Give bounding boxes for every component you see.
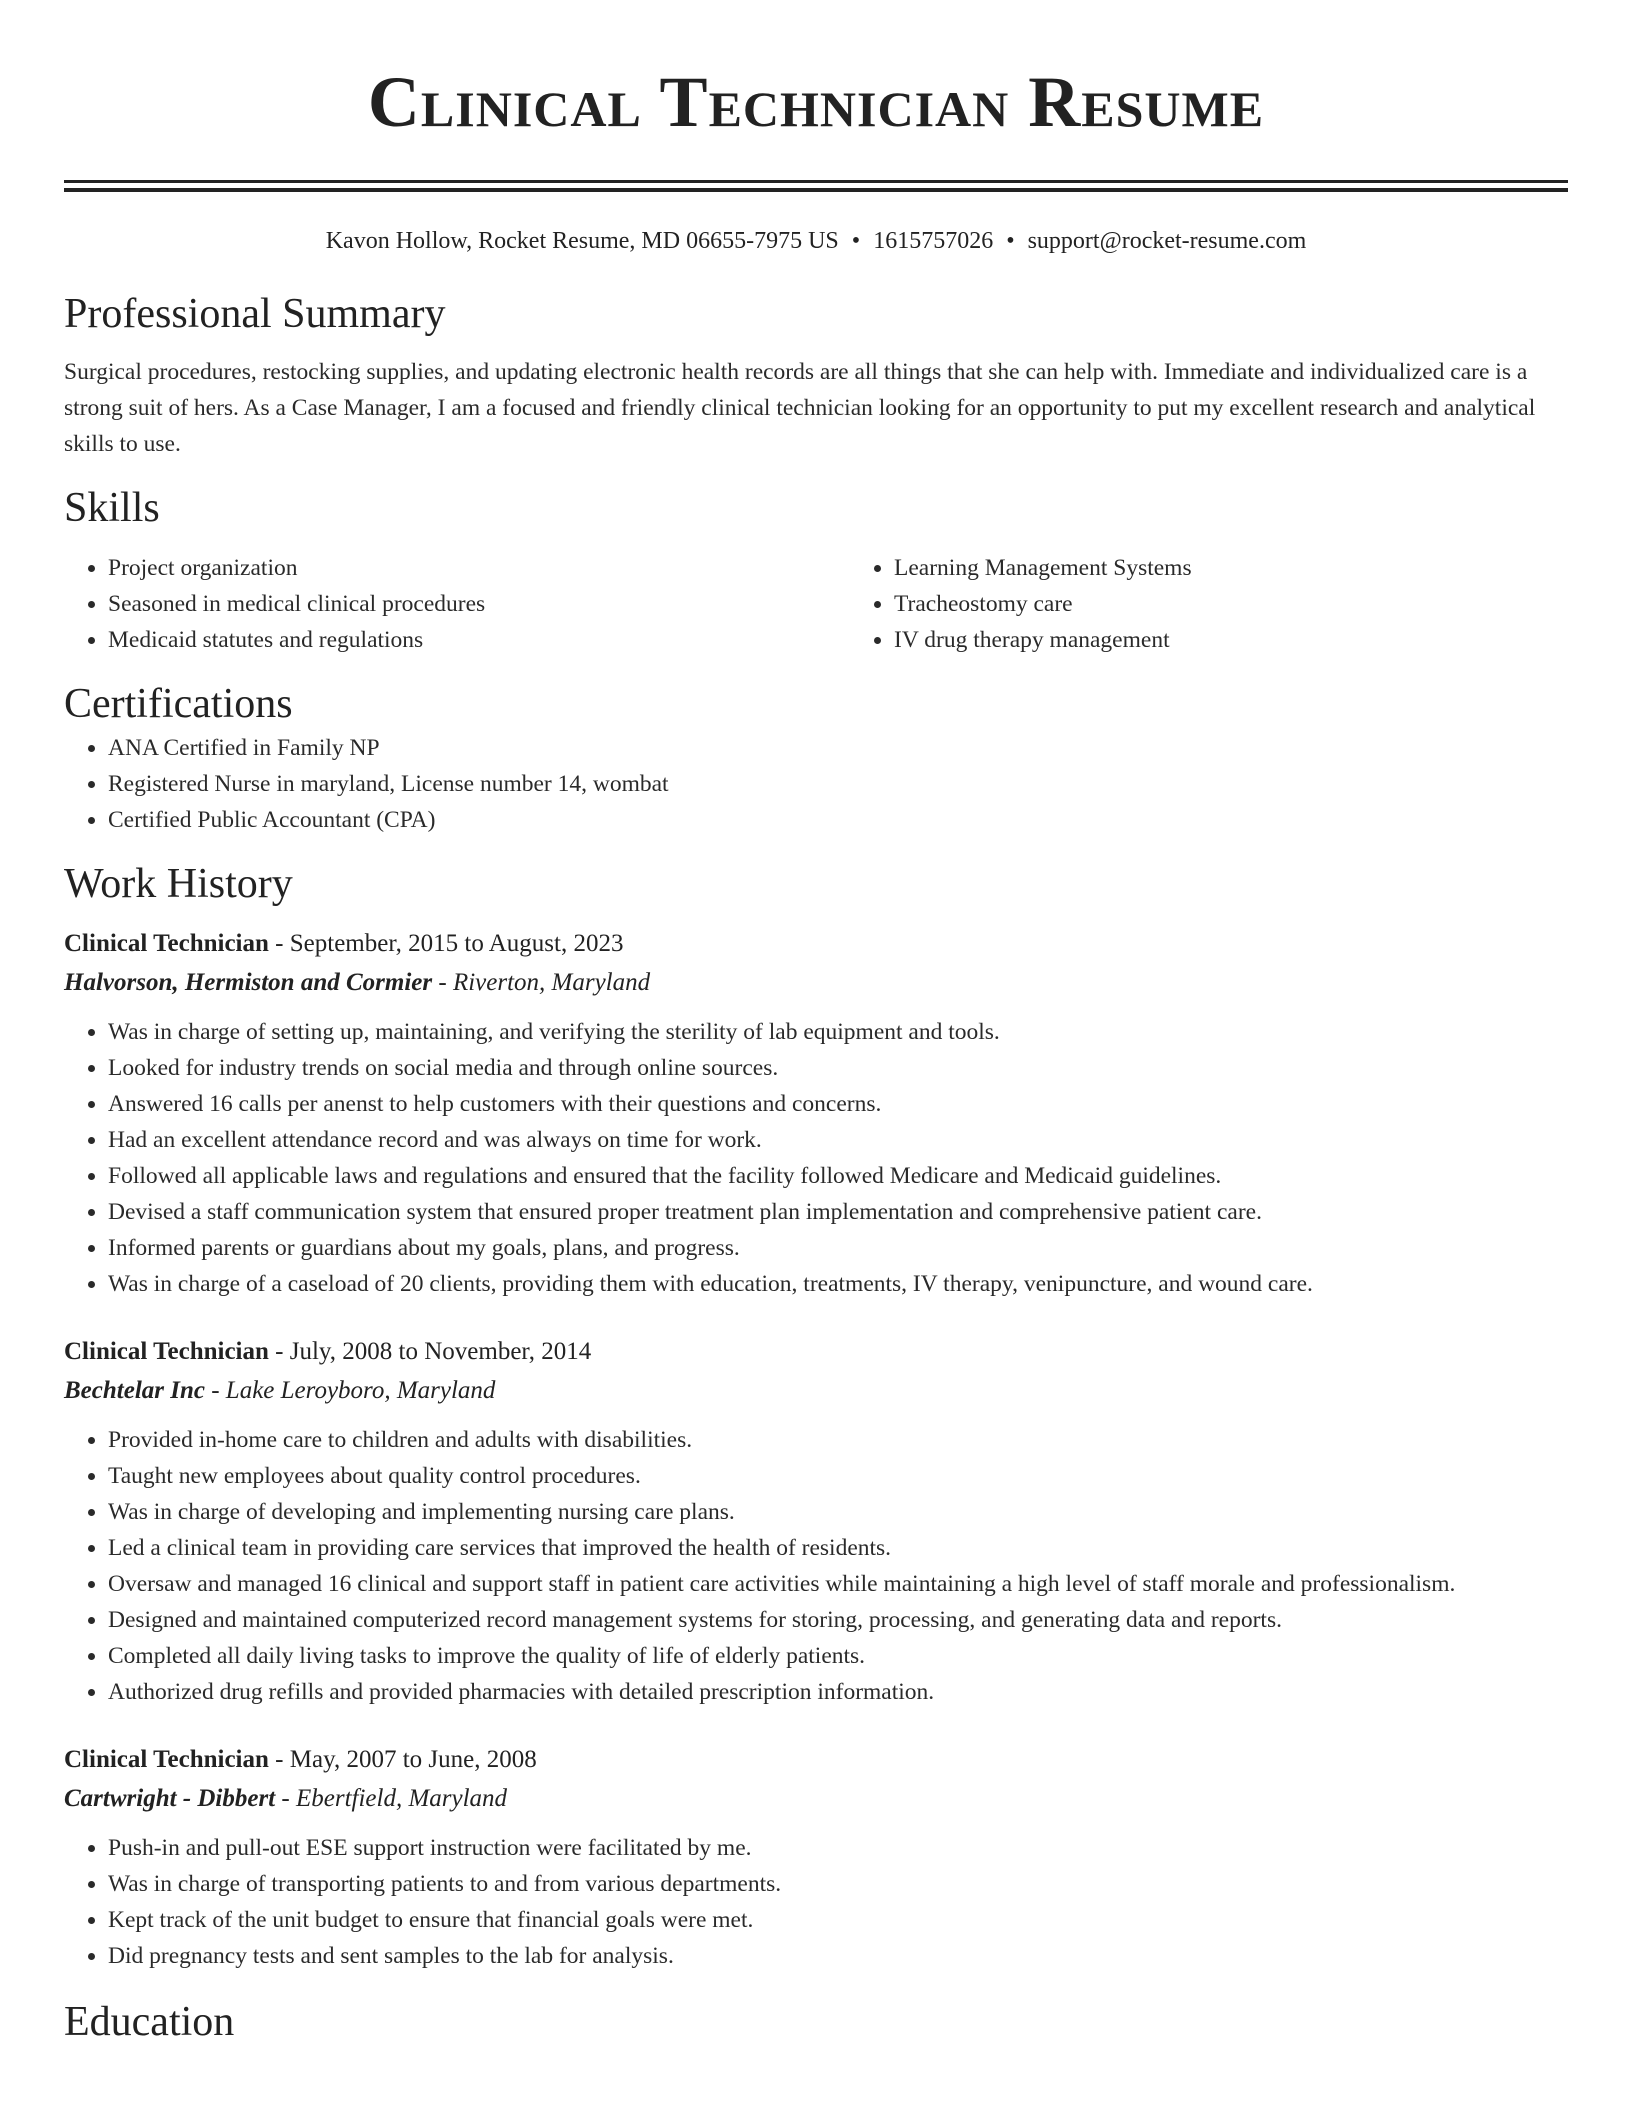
job-bullet: • Authorized drug refills and provided pharmacies with detailed prescription information. — [108, 1674, 1568, 1710]
certification-item: • Registered Nurse in maryland, License number 14, wombat — [108, 766, 1568, 802]
job-entry — [64, 924, 1568, 1302]
skill-item: • Seasoned in medical clinical procedures — [108, 586, 850, 622]
job-bullets — [64, 1014, 1568, 1302]
certification-item: • ANA Certified in Family NP — [108, 730, 1568, 766]
job-company-line — [64, 1780, 1568, 1818]
education-heading: Education — [64, 1999, 235, 2045]
job-company: Halvorson, Hermiston and Cormier — [64, 969, 433, 996]
certification-item: • Certified Public Accountant (CPA) — [108, 802, 1568, 838]
job-header — [64, 1740, 1568, 1780]
skills-list-left — [64, 550, 850, 658]
job-company: Cartwright - Dibbert — [64, 1785, 276, 1812]
contact-separator: • — [851, 228, 861, 254]
job-bullet: • Followed all applicable laws and regulations and ensured that the facility followed Medicare and Medicaid guidelines. — [108, 1158, 1568, 1194]
job-dates: - May, 2007 to June, 2008 — [268, 1746, 537, 1773]
job-bullet: • Completed all daily living tasks to improve the quality of life of elderly patients. — [108, 1638, 1568, 1674]
job-dates: - September, 2015 to August, 2023 — [268, 930, 624, 957]
job-bullet: • Did pregnancy tests and sent samples to the lab for analysis. — [108, 1938, 1568, 1974]
job-bullet: • Push-in and pull-out ESE support instruction were facilitated by me. — [108, 1830, 1568, 1866]
summary-heading: Professional Summary — [64, 291, 446, 337]
title-divider-bottom — [64, 188, 1568, 192]
job-company-line — [64, 964, 1568, 1002]
job-bullet: • Had an excellent attendance record and was always on time for work. — [108, 1122, 1568, 1158]
job-bullet: • Oversaw and managed 16 clinical and support staff in patient care activities while maintaining a high level of staff morale and professionalism. — [108, 1566, 1568, 1602]
education-section — [64, 1996, 1568, 2048]
skills-section — [64, 482, 1568, 658]
contact-address: Kavon Hollow, Rocket Resume, MD 06655-7975 US — [325, 228, 839, 254]
job-bullet: • Answered 16 calls per anenst to help customers with their questions and concerns. — [108, 1086, 1568, 1122]
job-company-line — [64, 1372, 1568, 1410]
job-bullets — [64, 1422, 1568, 1710]
skill-item: • Learning Management Systems — [894, 550, 1568, 586]
job-header — [64, 924, 1568, 964]
skills-list-right — [850, 550, 1568, 658]
work-history-section — [64, 858, 1568, 1974]
skill-item: • Medicaid statutes and regulations — [108, 622, 850, 658]
job-bullet: • Taught new employees about quality control procedures. — [108, 1458, 1568, 1494]
job-bullet: • Was in charge of transporting patients to and from various departments. — [108, 1866, 1568, 1902]
contact-email[interactable]: support@rocket-resume.com — [1027, 228, 1307, 254]
summary-section — [64, 288, 1568, 462]
job-bullet: • Designed and maintained computerized record management systems for storing, processing, and generating data and reports. — [108, 1602, 1568, 1638]
job-header — [64, 1332, 1568, 1372]
title-divider-top — [64, 180, 1568, 183]
skills-columns — [64, 550, 1568, 658]
job-entry — [64, 1332, 1568, 1710]
job-dates: - July, 2008 to November, 2014 — [268, 1338, 592, 1365]
job-bullet: • Provided in-home care to children and adults with disabilities. — [108, 1422, 1568, 1458]
job-location: - Riverton, Maryland — [432, 969, 651, 996]
contact-separator: • — [1006, 228, 1015, 254]
skill-item: • Tracheostomy care — [894, 586, 1568, 622]
skill-item: • IV drug therapy management — [894, 622, 1568, 658]
job-bullet: • Informed parents or guardians about my goals, plans, and progress. — [108, 1230, 1568, 1266]
job-title: Clinical Technician — [64, 1338, 269, 1365]
skill-item: • Project organization — [108, 550, 850, 586]
job-company: Bechtelar Inc — [64, 1377, 205, 1404]
summary-text: Surgical procedures, restocking supplies, and updating electronic health records are all things that she can help with. Immediate and individualized care is a strong suit of hers. As a Case Manager, I am a focused and friendly clinical technician looking for an opportunity to put my excellent research and analytical skills to use. — [64, 359, 1536, 457]
job-location: - Lake Leroyboro, Maryland — [204, 1377, 496, 1404]
work-history-heading: Work History — [64, 861, 293, 907]
job-bullet: • Kept track of the unit budget to ensure that financial goals were met. — [108, 1902, 1568, 1938]
job-bullet: • Was in charge of a caseload of 20 clients, providing them with education, treatments, IV therapy, venipuncture, and wound care. — [108, 1266, 1568, 1302]
job-bullets — [64, 1830, 1568, 1974]
contact-line — [64, 226, 1568, 256]
certifications-list — [64, 730, 1568, 838]
skills-heading: Skills — [64, 485, 160, 531]
job-entry — [64, 1740, 1568, 1974]
job-location: - Ebertfield, Maryland — [275, 1785, 508, 1812]
job-bullet: • Looked for industry trends on social media and through online sources. — [108, 1050, 1568, 1086]
certifications-section — [64, 678, 1568, 838]
page-title: Clinical Technician Resume — [367, 62, 1265, 142]
job-title: Clinical Technician — [64, 1746, 269, 1773]
certifications-heading: Certifications — [64, 681, 293, 727]
job-bullet: • Devised a staff communication system that ensured proper treatment plan implementation and comprehensive patient care. — [108, 1194, 1568, 1230]
job-bullet: • Was in charge of developing and implementing nursing care plans. — [108, 1494, 1568, 1530]
job-title: Clinical Technician — [64, 930, 269, 957]
contact-phone: 1615757026 — [873, 228, 994, 254]
job-bullet: • Led a clinical team in providing care services that improved the health of residents. — [108, 1530, 1568, 1566]
job-bullet: • Was in charge of setting up, maintaining, and verifying the sterility of lab equipment and tools. — [108, 1014, 1568, 1050]
